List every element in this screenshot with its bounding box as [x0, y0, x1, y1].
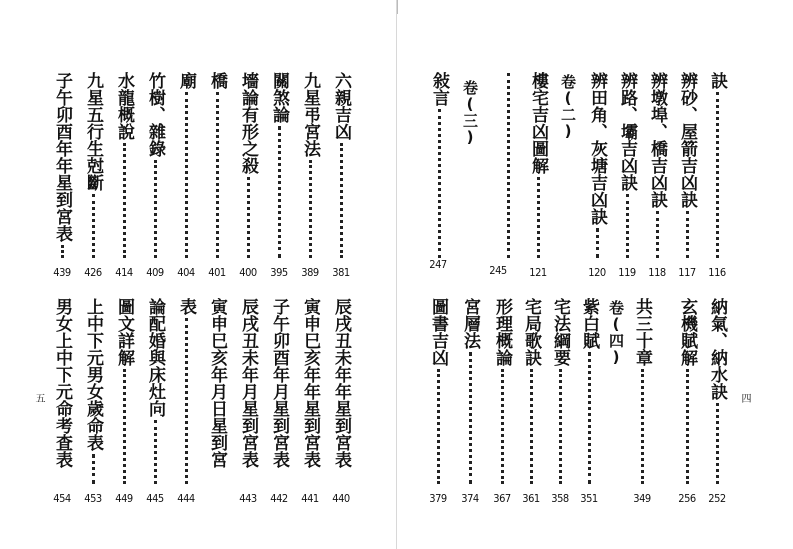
dot-leader	[507, 73, 510, 258]
toc-entry	[631, 298, 653, 484]
dot-leader	[154, 160, 157, 258]
page-number: 441	[301, 492, 319, 505]
toc-title: 敍言	[429, 72, 449, 106]
dot-leader	[626, 194, 629, 258]
toc-entry	[206, 72, 228, 258]
dot-leader	[216, 92, 219, 258]
toc-entry	[330, 298, 352, 484]
page-number: 118	[648, 266, 666, 279]
volume-label: 卷(四)	[607, 300, 625, 366]
toc-entry	[527, 72, 549, 258]
toc-entry	[428, 72, 450, 258]
toc-entry	[676, 298, 698, 484]
dot-leader	[641, 369, 644, 484]
page-number: 442	[270, 492, 288, 505]
toc-title: 納氣、納水訣	[707, 298, 727, 400]
toc-title: 六親吉凶	[331, 72, 351, 140]
toc-entry	[706, 72, 728, 258]
toc-entry	[330, 72, 352, 258]
toc-entry	[51, 298, 73, 484]
page-number: 116	[708, 266, 726, 279]
dot-leader	[656, 211, 659, 258]
dot-leader	[185, 318, 188, 484]
dot-leader	[469, 352, 472, 484]
crop-mark	[397, 0, 398, 14]
page-number: 374	[461, 492, 479, 505]
toc-entry	[113, 72, 135, 258]
dot-leader	[686, 211, 689, 258]
page-number: 443	[239, 492, 257, 505]
dot-leader	[716, 92, 719, 258]
dot-leader	[501, 369, 504, 484]
volume-label: 卷(三)	[461, 80, 479, 146]
dot-leader	[588, 352, 591, 484]
toc-title: 橋	[207, 72, 227, 89]
toc-entry	[299, 298, 321, 484]
toc-title: 辨路、壩吉凶訣	[617, 72, 637, 191]
page-number: 252	[708, 492, 726, 505]
right-page	[397, 0, 793, 549]
toc-entry	[268, 298, 290, 484]
toc-entry	[237, 72, 259, 258]
toc-entry	[497, 70, 519, 258]
dot-leader	[596, 228, 599, 258]
toc-title: 紫白賦	[579, 298, 599, 349]
page-number: 381	[332, 266, 350, 279]
toc-title: 關煞論	[269, 72, 289, 123]
toc-entry	[676, 72, 698, 258]
dot-leader	[185, 92, 188, 258]
toc-title: 寅申巳亥年月日星到宮	[207, 298, 227, 468]
page-number: 401	[208, 266, 226, 279]
toc-title: 玄機賦解	[677, 298, 697, 366]
toc-title: 上中下元男女歲命表	[83, 298, 103, 451]
page-number: 117	[678, 266, 696, 279]
toc-title: 形理概論	[492, 298, 512, 366]
toc-title: 竹樹、雜錄	[145, 72, 165, 157]
dot-leader	[123, 143, 126, 258]
volume-heading	[605, 300, 627, 366]
page-number: 444	[177, 492, 195, 505]
page-number: 367	[493, 492, 511, 505]
toc-title: 樓宅吉凶圖解	[528, 72, 548, 174]
page-number: 361	[522, 492, 540, 505]
left-page	[0, 0, 396, 549]
toc-title: 訣	[707, 72, 727, 89]
toc-title: 辰戌丑未年年星到宮表	[331, 298, 351, 468]
dot-leader	[438, 109, 441, 258]
dot-leader	[537, 177, 540, 258]
page-number: 454	[53, 492, 71, 505]
toc-entry	[206, 298, 228, 484]
page-number: 247	[429, 258, 447, 271]
volume-heading	[459, 80, 481, 146]
toc-title: 廟	[176, 72, 196, 89]
dot-leader	[278, 126, 281, 258]
toc-entry	[82, 298, 104, 484]
toc-title: 水龍概說	[114, 72, 134, 140]
dot-leader	[340, 143, 343, 258]
page-number: 440	[332, 492, 350, 505]
toc-entry	[268, 72, 290, 258]
dot-leader	[716, 403, 719, 484]
toc-entry	[586, 72, 608, 258]
toc-title: 寅申巳亥年年星到宮表	[300, 298, 320, 468]
toc-entry	[427, 298, 449, 484]
toc-entry	[175, 298, 197, 484]
toc-title: 圖書吉凶	[428, 298, 448, 366]
dot-leader	[247, 177, 250, 258]
folio-number: 四	[739, 393, 750, 403]
toc-entry	[520, 298, 542, 484]
page-number: 445	[146, 492, 164, 505]
toc-title: 辰戌丑未年月星到宮表	[238, 298, 258, 468]
page-number: 358	[551, 492, 569, 505]
folio-number: 五	[33, 393, 44, 403]
dot-leader	[123, 369, 126, 484]
toc-entry	[175, 72, 197, 258]
dot-leader	[309, 160, 312, 258]
toc-title: 宅法綱要	[550, 298, 570, 366]
page-number: 119	[618, 266, 636, 279]
page-number: 414	[115, 266, 133, 279]
toc-title: 辨砂、屋箭吉凶訣	[677, 72, 697, 208]
dot-leader	[154, 420, 157, 484]
page-number: 439	[53, 266, 71, 279]
dot-leader	[559, 369, 562, 484]
toc-title: 論配婚與床灶向	[145, 298, 165, 417]
toc-entry	[578, 298, 600, 484]
toc-title: 宅局歌訣	[521, 298, 541, 366]
toc-entry	[299, 72, 321, 258]
toc-title: 子午卯酉年月星到宮表	[269, 298, 289, 468]
page-number: 409	[146, 266, 164, 279]
toc-title: 表	[176, 298, 196, 315]
toc-entry	[706, 298, 728, 484]
dot-leader	[530, 369, 533, 484]
page-number: 400	[239, 266, 257, 279]
toc-entry	[113, 298, 135, 484]
page-number: 120	[588, 266, 606, 279]
page-number: 245	[489, 264, 507, 277]
volume-heading	[557, 74, 579, 140]
toc-title: 宮層法	[460, 298, 480, 349]
dot-leader	[686, 369, 689, 484]
toc-entry	[491, 298, 513, 484]
dot-leader	[92, 194, 95, 258]
toc-title: 九星五行生尅斷	[83, 72, 103, 191]
toc-title: 共三十章	[632, 298, 652, 366]
toc-entry	[237, 298, 259, 484]
page-number: 379	[429, 492, 447, 505]
page-number: 349	[633, 492, 651, 505]
dot-leader	[437, 369, 440, 484]
toc-title: 圖文詳解	[114, 298, 134, 366]
toc-entry	[82, 72, 104, 258]
page-number: 426	[84, 266, 102, 279]
page-number: 453	[84, 492, 102, 505]
page-number: 256	[678, 492, 696, 505]
page-number: 351	[580, 492, 598, 505]
toc-entry	[616, 72, 638, 258]
toc-title: 辨田角、灰塘吉凶訣	[587, 72, 607, 225]
dot-leader	[61, 245, 64, 258]
toc-title: 墻論有形之殺	[238, 72, 258, 174]
page-number: 449	[115, 492, 133, 505]
toc-title: 九星弔宮法	[300, 72, 320, 157]
volume-label: 卷(二)	[559, 74, 577, 140]
page-number: 404	[177, 266, 195, 279]
toc-title: 男女上中下元命考査表	[52, 298, 72, 468]
page-number: 395	[270, 266, 288, 279]
toc-entry	[144, 72, 166, 258]
toc-entry	[459, 298, 481, 484]
page-number: 121	[529, 266, 547, 279]
dot-leader	[92, 454, 95, 484]
toc-entry	[144, 298, 166, 484]
toc-entry	[549, 298, 571, 484]
toc-entry	[646, 72, 668, 258]
toc-entry	[51, 72, 73, 258]
toc-title: 辨墩埠、橋吉凶訣	[647, 72, 667, 208]
toc-title: 子午卯酉年年星到宮表	[52, 72, 72, 242]
page-number: 389	[301, 266, 319, 279]
